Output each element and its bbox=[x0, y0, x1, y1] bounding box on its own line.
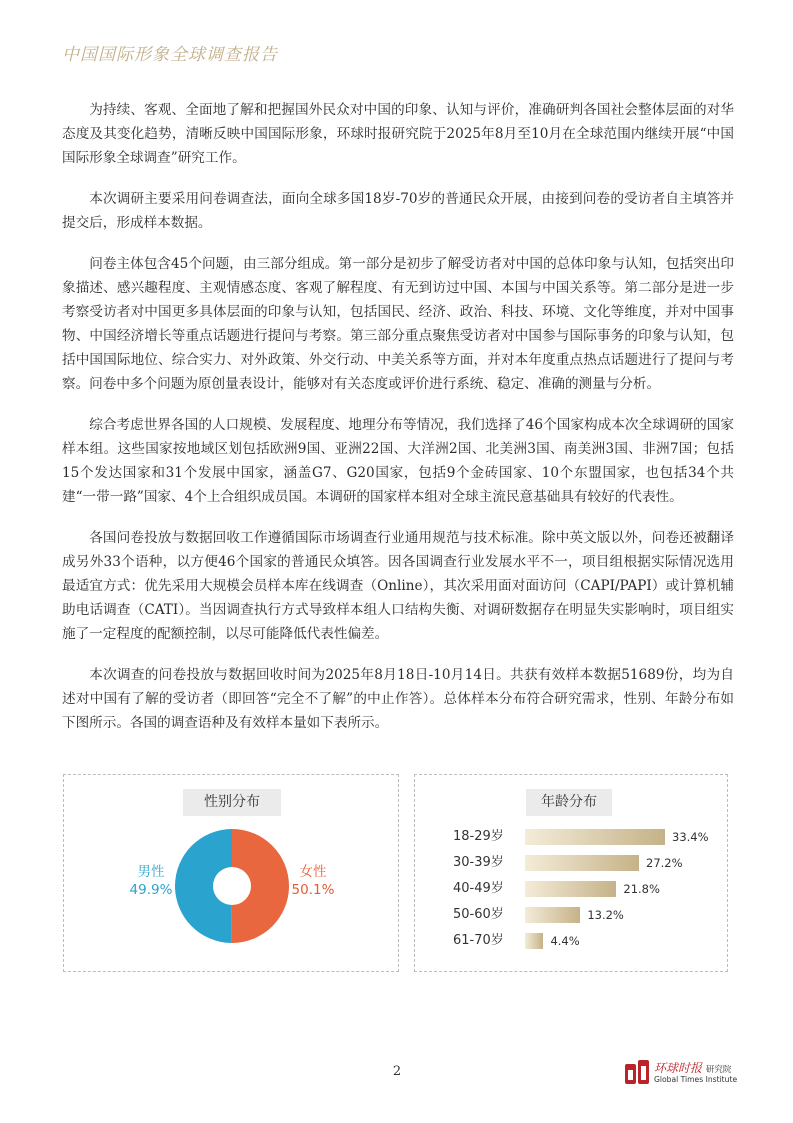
age-category-label: 40-49岁 bbox=[453, 881, 504, 896]
logo-chinese-main: 环球时报 bbox=[654, 1061, 703, 1075]
paragraph: 本次调研主要采用问卷调查法，面向全球多国18岁-70岁的普通民众开展，由接到问卷的受访者自主填答并提交后，形成样本数据。 bbox=[62, 191, 734, 231]
age-value-label: 21.8% bbox=[623, 882, 660, 896]
age-bar-row bbox=[415, 879, 729, 899]
logo-chinese-name bbox=[654, 1059, 731, 1076]
global-times-institute-logo bbox=[624, 1058, 744, 1088]
age-bar-row bbox=[415, 905, 729, 925]
age-bar bbox=[525, 855, 639, 871]
age-bar-row bbox=[415, 827, 729, 847]
paragraph: 综合考虑世界各国的人口规模、发展程度、地理分布等情况，我们选择了46个国家构成本次全球调研的国家样本组。这些国家按地域区划包括欧洲9国、亚洲22国、大洋洲2国、北美洲3国、南美洲3国、非洲7国；包括15个发达国家和31个发展中国家，涵盖G7、G20国家，包括9个金砖国家、10个东盟国家，也包括34个共建“一带一路”国家、4个上合组织成员国。本调研的国家样本组对全球主流民意基础具有较好的代表性。 bbox=[62, 417, 734, 505]
age-chart-panel bbox=[414, 774, 728, 972]
body-content bbox=[62, 98, 734, 752]
age-bar bbox=[525, 933, 543, 949]
female-value-label: 50.1% bbox=[291, 882, 335, 898]
paragraph: 为持续、客观、全面地了解和把握国外民众对中国的印象、认知与评价，准确研判各国社会整体层面的对华态度及其变化趋势，清晰反映中国国际形象，环球时报研究院于2025年8月至10月在全球范围内继续开展“中国国际形象全球调查”研究工作。 bbox=[62, 102, 734, 166]
age-bar-row bbox=[415, 931, 729, 951]
female-category-label: 女性 bbox=[299, 864, 327, 880]
age-value-label: 27.2% bbox=[646, 856, 683, 870]
female-label bbox=[278, 863, 348, 899]
male-value-label: 49.9% bbox=[129, 882, 173, 898]
age-category-label: 61-70岁 bbox=[453, 933, 504, 948]
logo-mark-icon bbox=[624, 1058, 650, 1086]
age-category-label: 50-60岁 bbox=[453, 907, 504, 922]
age-category-label: 18-29岁 bbox=[453, 829, 504, 844]
age-bar-row bbox=[415, 853, 729, 873]
gender-chart-title: 性别分布 bbox=[183, 789, 281, 816]
logo-english-name: Global Times Institute bbox=[654, 1075, 738, 1084]
page-number: 2 bbox=[392, 1064, 402, 1079]
age-bar bbox=[525, 829, 665, 845]
paragraph: 问卷主体包含45个问题，由三部分组成。第一部分是初步了解受访者对中国的总体印象与认知，包括突出印象描述、感兴趣程度、主观情感态度、客观了解程度、有无到访过中国、本国与中国关系等。第二部分是进一步考察受访者对中国更多具体层面的印象与认知，包括国民、经济、政治、科技、环境、文化等维度，并对中国事物、中国经济增长等重点话题进行提问与考察。第三部分重点聚焦受访者对中国参与国际事务的印象与认知，包括中国国际地位、综合实力、对外政策、外交行动、中美关系等方面，并对本年度重点热点话题进行了提问与考察。问卷中多个问题为原创量表设计，能够对有关态度或评价进行系统、稳定、准确的测量与分析。 bbox=[62, 256, 734, 392]
header-title: 中国国际形象全球调查报告 bbox=[62, 45, 278, 65]
age-bar bbox=[525, 907, 580, 923]
age-value-label: 4.4% bbox=[550, 934, 580, 948]
age-chart-title: 年龄分布 bbox=[526, 789, 612, 816]
age-value-label: 33.4% bbox=[672, 830, 709, 844]
male-category-label: 男性 bbox=[137, 864, 165, 880]
paragraph: 各国问卷投放与数据回收工作遵循国际市场调查行业通用规范与技术标准。除中英文版以外，问卷还被翻译成另外33个语种，以方便46个国家的普通民众填答。因各国调查行业发展水平不一，项目组根据实际情况选用最适宜方式：优先采用大规模会员样本库在线调查（Online），其次采用面对面访问（CAPI/PAPI）或计算机辅助电话调查（CATI）。当因调查执行方式导致样本组人口结构失衡、对调研数据存在明显失实影响时，项目组实施了一定程度的配额控制，以尽可能降低代表性偏差。 bbox=[62, 530, 734, 642]
age-value-label: 13.2% bbox=[587, 908, 624, 922]
age-bar bbox=[525, 881, 616, 897]
gender-chart-panel bbox=[63, 774, 399, 972]
logo-chinese-suffix: 研究院 bbox=[705, 1065, 732, 1075]
gender-donut-chart bbox=[64, 775, 400, 973]
paragraph: 本次调查的问卷投放与数据回收时间为2025年8月18日-10月14日。共获有效样本数据51689份，均为自述对中国有了解的受访者（即回答“完全不了解”的中止作答）。总体样本分布符合研究需求，性别、年龄分布如下图所示。各国的调查语种及有效样本量如下表所示。 bbox=[62, 667, 734, 731]
age-category-label: 30-39岁 bbox=[453, 855, 504, 870]
male-label bbox=[116, 863, 186, 899]
